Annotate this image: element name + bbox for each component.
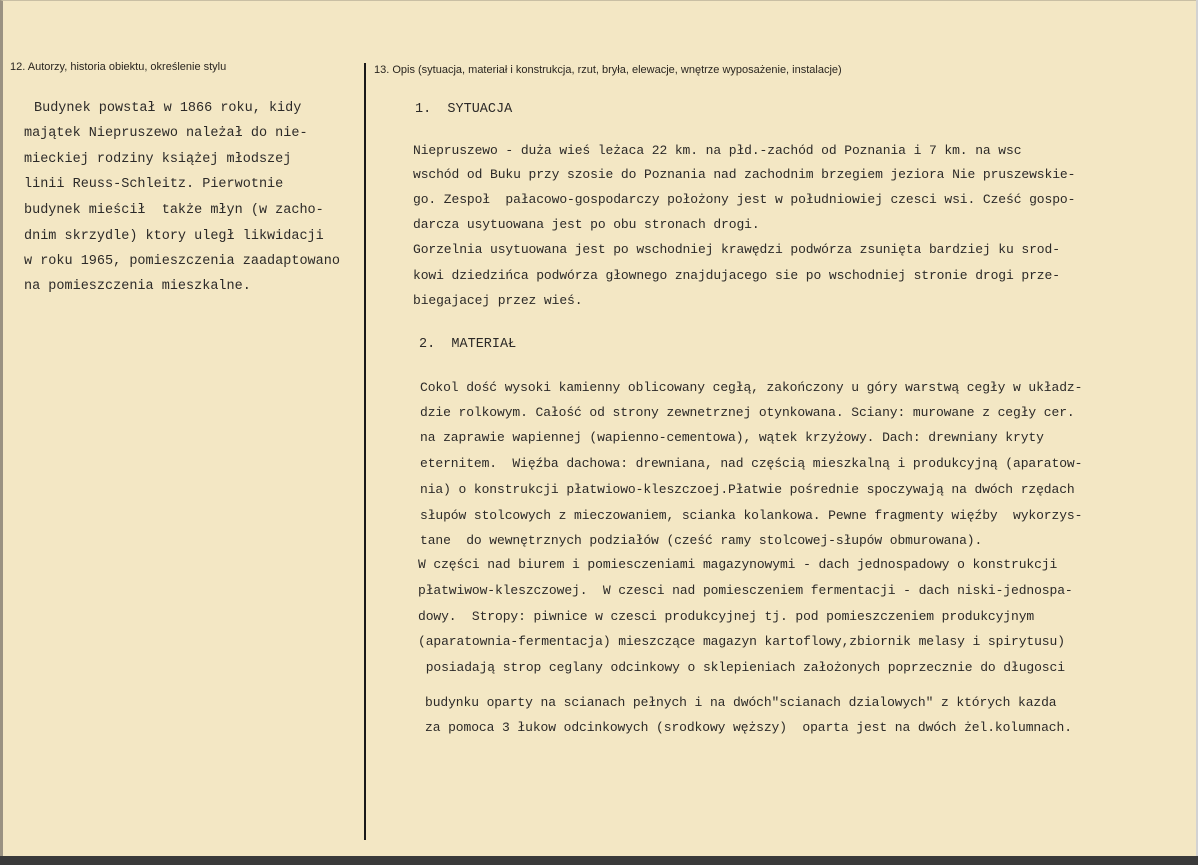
- material-line: słupów stolcowych z mieczowaniem, scianka kolankowa. Pewne fragmenty więźby wykorzys-: [420, 508, 1083, 523]
- history-line: na pomieszczenia mieszkalne.: [24, 279, 251, 294]
- history-line: linii Reuss-Schleitz. Pierwotnie: [24, 177, 284, 192]
- history-line: majątek Niepruszewo należał do nie-: [24, 126, 308, 141]
- history-line: budynek mieścił także młyn (w zacho-: [24, 203, 324, 218]
- scan-bottom-edge: [0, 856, 1198, 865]
- material-line: Cokol dość wysoki kamienny oblicowany cegłą, zakończony u góry warstwą cegły w układz-: [420, 380, 1083, 395]
- situation-line: wschód od Buku przy szosie do Poznania nad zachodnim brzegiem jeziora Nie pruszewskie-: [413, 167, 1076, 182]
- material-line: tane do wewnętrznych podziałów (cześć ramy stolcowej-słupów obmurowana).: [420, 533, 983, 548]
- material-line: za pomoca 3 łukow odcinkowych (srodkowy węższy) oparta jest na dwóch żel.kolumnach.: [425, 720, 1072, 735]
- material-line: dowy. Stropy: piwnice w czesci produkcyjnej tj. pod pomieszczeniem produkcyjnym: [418, 609, 1035, 624]
- material-line: posiadają strop ceglany odcinkowy o sklepieniach założonych poprzecznie do długosci: [418, 660, 1065, 675]
- section-title-material: 2. MATERIAŁ: [419, 337, 517, 352]
- material-line: W części nad biurem i pomiesczeniami magazynowymi - dach jednospadowy o konstrukcji: [418, 557, 1058, 572]
- field-13-header: 13. Opis (sytuacja, materiał i konstrukcja, rzut, bryła, elewacje, wnętrze wyposażenie, instalacje): [374, 64, 842, 76]
- material-line: płatwiwow-kleszczowej. W czesci nad pomiesczeniem fermentacji - dach niski-jednospa-: [418, 583, 1073, 598]
- section-title-situation: 1. SYTUACJA: [415, 102, 513, 117]
- material-line: dzie rolkowym. Całość od strony zewnetrznej otynkowana. Sciany: murowane z cegły cer.: [420, 405, 1075, 420]
- field-12-header: 12. Autorzy, historia obiektu, określenie stylu: [10, 61, 227, 73]
- situation-line: darcza usytuowana jest po obu stronach drogi.: [413, 217, 760, 232]
- material-line: (aparatownia-fermentacja) mieszczące magazyn kartoflowy,zbiornik melasy i spirytusu): [418, 634, 1065, 649]
- history-line: Budynek powstał w 1866 roku, kidy: [34, 101, 302, 116]
- material-line: eternitem. Więźba dachowa: drewniana, nad częścią mieszkalną i produkcyjną (aparatow-: [420, 456, 1083, 471]
- situation-line: go. Zespoł pałacowo-gospodarczy położony jest w południowiej czesci wsi. Cześć gospo-: [413, 192, 1076, 207]
- material-line: budynku oparty na scianach pełnych i na dwóch"scianach dzialowych" z których kazda: [425, 695, 1057, 710]
- situation-line: Gorzelnia usytuowana jest po wschodniej krawędzi podwórza zsunięta bardziej ku srod-: [413, 242, 1060, 257]
- history-line: mieckiej rodziny książej młodszej: [24, 152, 292, 167]
- material-line: na zaprawie wapiennej (wapienno-cementowa), wątek krzyżowy. Dach: drewniany kryty: [420, 430, 1044, 445]
- situation-line: Niepruszewo - duża wieś leżaca 22 km. na płd.-zachód od Poznania i 7 km. na wsc: [413, 143, 1022, 158]
- history-line: dnim skrzydle) ktory uległ likwidacji: [24, 229, 324, 244]
- material-line: nia) o konstrukcji płatwiowo-kleszczoej.Płatwie pośrednie spoczywają na dwóch rzędach: [420, 482, 1075, 497]
- situation-line: biegajacej przez wieś.: [413, 293, 583, 308]
- history-line: w roku 1965, pomieszczenia zaadaptowano: [24, 254, 340, 269]
- column-divider: [364, 63, 366, 840]
- situation-line: kowi dziedzińca podwórza głownego znajdujacego sie po wschodniej stronie drogi prze-: [413, 268, 1060, 283]
